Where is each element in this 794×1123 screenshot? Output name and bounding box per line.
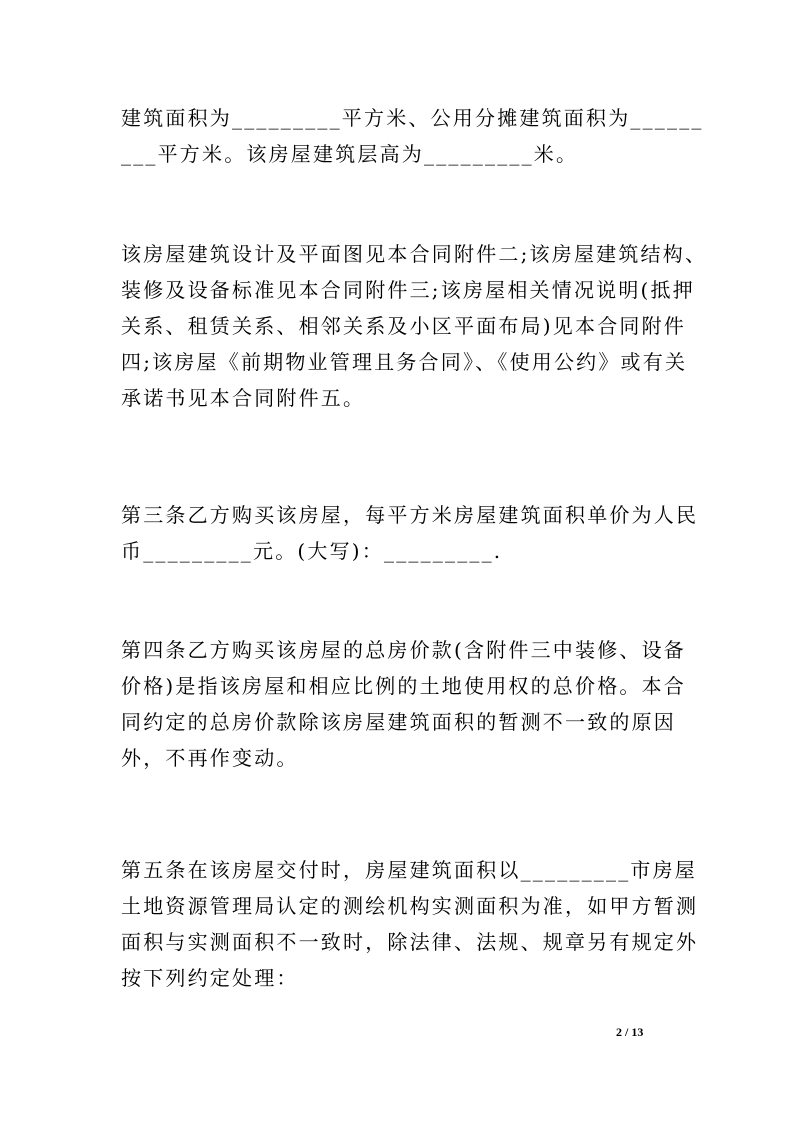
page-number: 2 / 13 (616, 1025, 644, 1039)
text-line: 价格)是指该房屋和相应比例的土地使用权的总价格。本合 (121, 674, 687, 698)
text-line: 第三条乙方购买该房屋，每平方米房屋建筑面积单价为人民 (121, 503, 699, 527)
text-line: 外，不再作变动。 (121, 746, 299, 770)
text-line: 面积与实测面积不一致时，除法律、法规、规章另有规定外 (121, 930, 699, 954)
paragraph-attachments-clause (121, 236, 708, 416)
text-line: 装修及设备标准见本合同附件三;该房屋相关情况说明(抵押 (121, 278, 695, 302)
paragraph-area-clause (121, 100, 704, 172)
text-line: ___平方米。该房屋建筑层高为_________米。 (121, 142, 579, 166)
text-line: 第五条在该房屋交付时，房屋建筑面积以_________市房屋 (121, 858, 697, 882)
text-line: 按下列约定处理： (121, 966, 299, 990)
text-line: 该房屋建筑设计及平面图见本合同附件二;该房屋建筑结构、 (121, 242, 708, 266)
text-line: 币_________元。(大写)：_________. (121, 539, 503, 563)
text-line: 建筑面积为_________平方米、公用分摊建筑面积为______ (121, 106, 704, 130)
paragraph-article-3 (121, 497, 699, 569)
text-line: 土地资源管理局认定的测绘机构实测面积为准，如甲方暂测 (121, 894, 699, 918)
paragraph-article-4 (121, 632, 687, 776)
text-line: 四;该房屋《前期物业管理且务合同》、《使用公约》或有关 (121, 350, 688, 374)
text-line: 第四条乙方购买该房屋的总房价款(含附件三中装修、设备 (121, 638, 687, 662)
paragraph-article-5 (121, 852, 699, 996)
text-line: 承诺书见本合同附件五。 (121, 386, 366, 410)
text-line: 同约定的总房价款除该房屋建筑面积的暂测不一致的原因 (121, 710, 676, 734)
text-line: 关系、租赁关系、相邻关系及小区平面布局)见本合同附件 (121, 314, 687, 338)
